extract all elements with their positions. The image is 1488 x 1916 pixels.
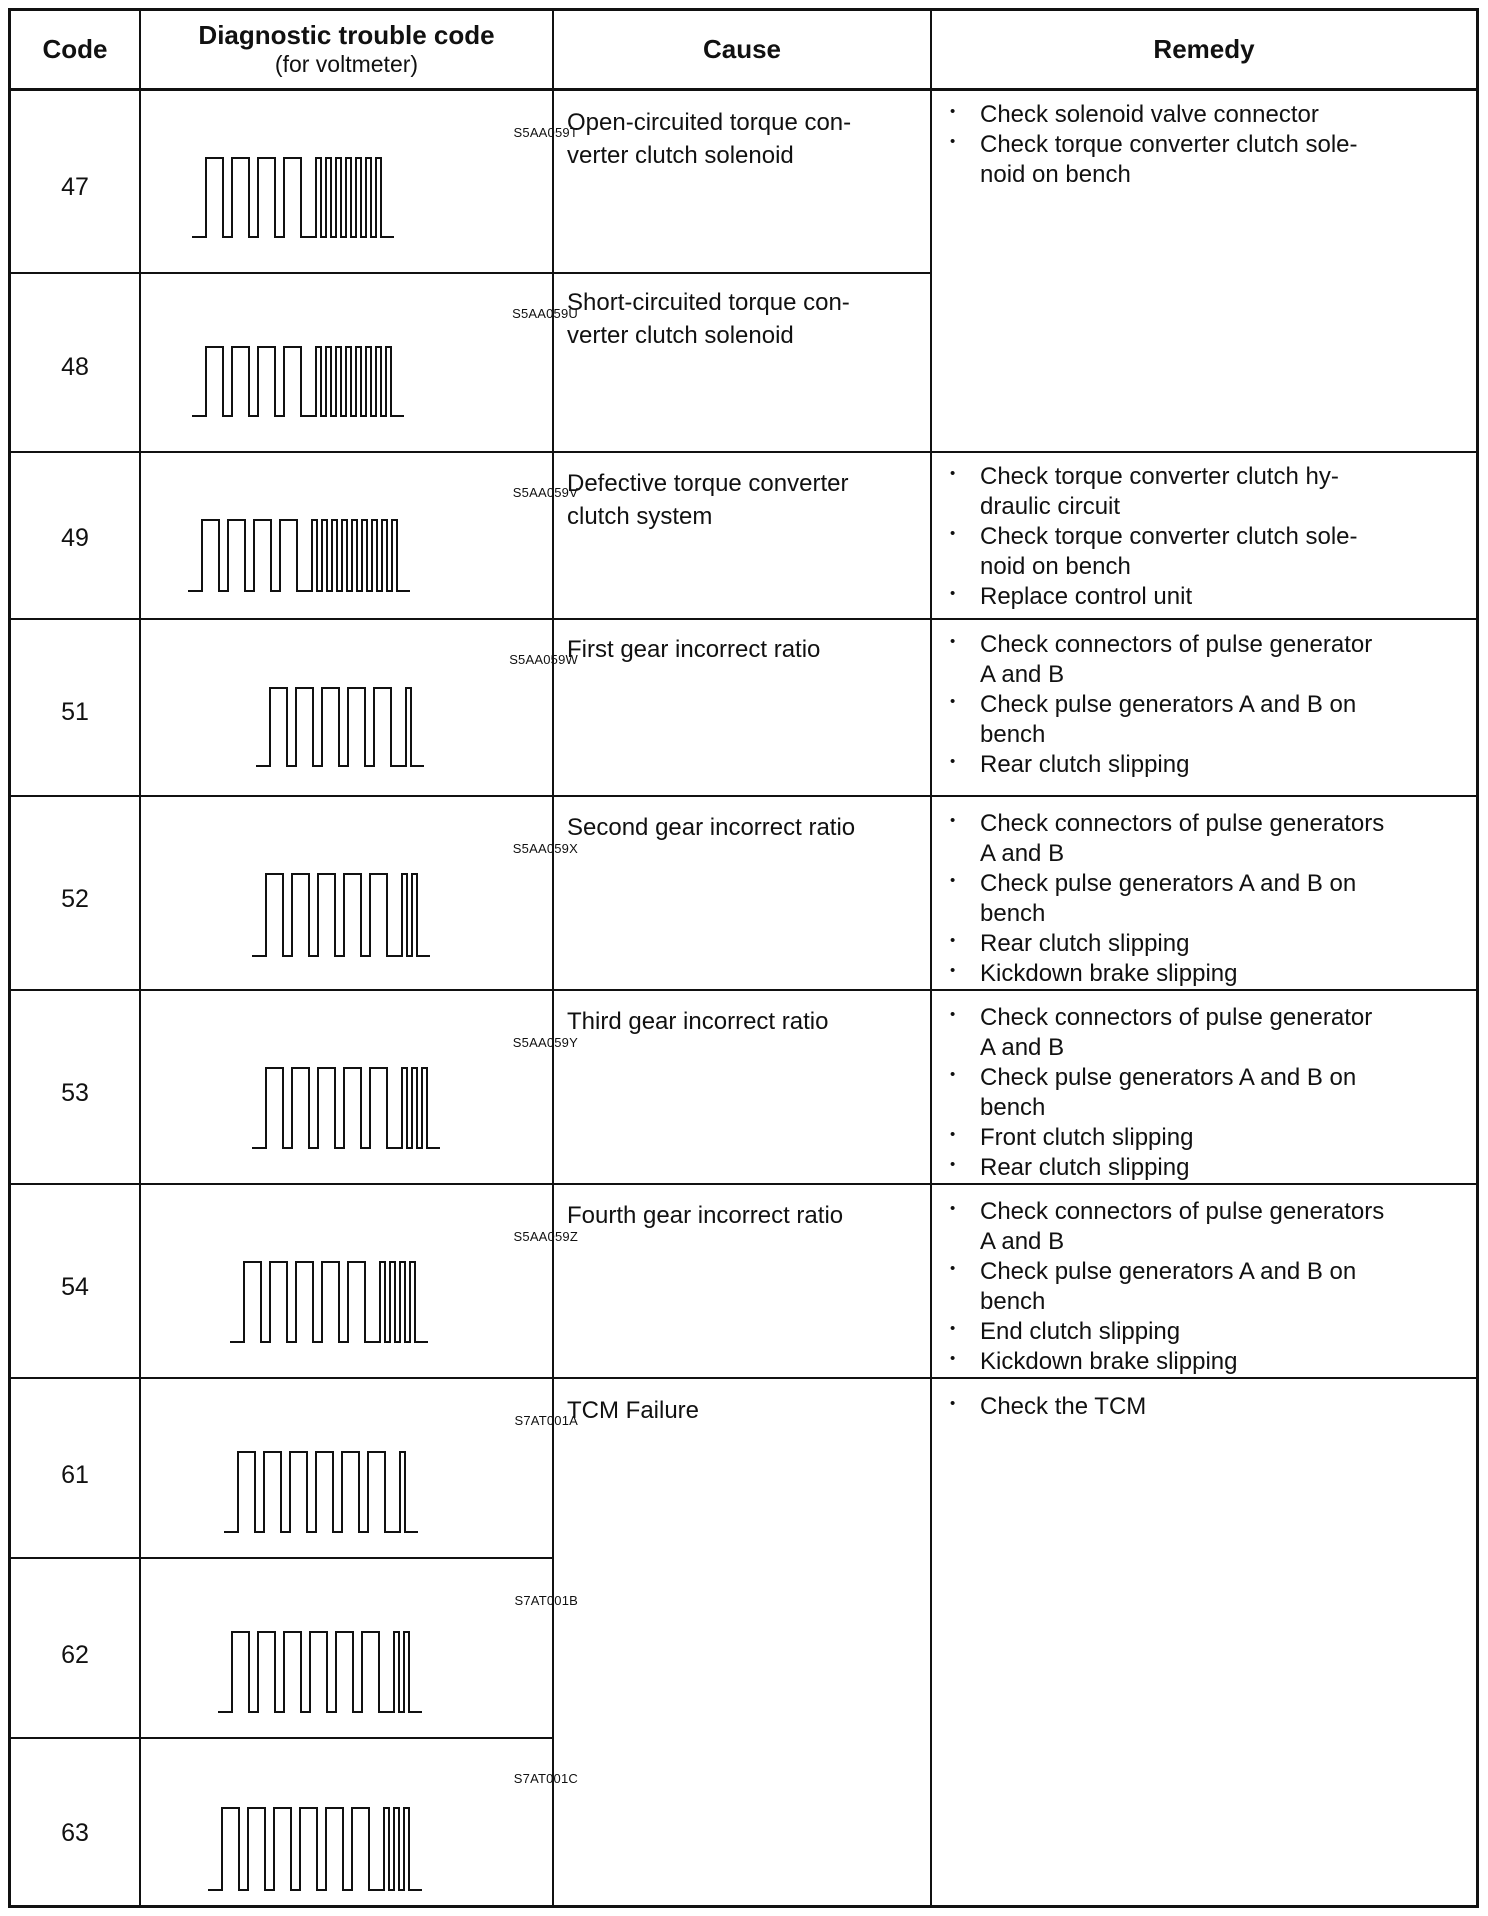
- code-number: 61: [61, 1461, 89, 1489]
- remedy-item: [946, 582, 1472, 612]
- cause-text: Short-circuited torque con- verter clutch solenoid: [567, 289, 850, 349]
- bullet-icon: •: [950, 1395, 956, 1412]
- bullet-icon: •: [950, 872, 956, 889]
- bullet-icon: •: [950, 1066, 956, 1083]
- remedy-text: Check connectors of pulse generators A and B: [980, 1198, 1385, 1255]
- remedy-list: [946, 809, 1472, 989]
- code-number: 49: [61, 524, 89, 552]
- figure-reference-label: S7AT001C: [513, 1771, 578, 1786]
- header-diagnostic-code-title: Diagnostic trouble code: [198, 20, 495, 51]
- remedy-item: [946, 750, 1472, 780]
- cause-text: Defective torque converter clutch system: [567, 470, 849, 530]
- remedy-item: [946, 1153, 1472, 1183]
- remedy-list: [946, 630, 1472, 780]
- remedy-list: [946, 1197, 1472, 1377]
- remedy-text: Front clutch slipping: [980, 1124, 1194, 1151]
- remedy-text: Kickdown brake slipping: [980, 1348, 1238, 1375]
- remedy-item: [946, 1063, 1472, 1123]
- remedy-item: [946, 809, 1472, 869]
- remedy-list: [946, 1392, 1472, 1422]
- code-number: 53: [61, 1079, 89, 1107]
- bullet-icon: •: [950, 693, 956, 710]
- bullet-icon: •: [950, 1320, 956, 1337]
- remedy-item: [946, 1392, 1472, 1422]
- remedy-item: [946, 929, 1472, 959]
- header-code-label: Code: [42, 33, 108, 64]
- remedy-item: [946, 1257, 1472, 1317]
- remedy-item: [946, 1347, 1472, 1377]
- figure-reference-label: S5AA059V: [512, 485, 578, 500]
- remedy-text: Check connectors of pulse generators A and B: [980, 810, 1385, 867]
- code-number: 47: [61, 173, 89, 201]
- remedy-item: [946, 1123, 1472, 1153]
- figure-reference-label: S5AA059X: [512, 841, 578, 856]
- figure-reference-label: S7AT001A: [514, 1413, 578, 1428]
- code-number: 54: [61, 1273, 89, 1301]
- bullet-icon: •: [950, 103, 956, 120]
- cause-text: First gear incorrect ratio: [567, 636, 821, 663]
- header-cause-label: Cause: [702, 33, 782, 64]
- code-number: 62: [61, 1641, 89, 1669]
- remedy-text: Check pulse generators A and B on bench: [980, 691, 1357, 748]
- figure-reference-label: S5AA059W: [509, 652, 578, 667]
- cause-text: Second gear incorrect ratio: [567, 814, 856, 841]
- remedy-item: [946, 959, 1472, 989]
- code-number: 63: [61, 1819, 89, 1847]
- header-diagnostic-code-subtitle: (for voltmeter): [274, 51, 419, 78]
- remedy-item: [946, 522, 1472, 582]
- remedy-item: [946, 690, 1472, 750]
- bullet-icon: •: [950, 932, 956, 949]
- bullet-icon: •: [950, 962, 956, 979]
- code-number: 48: [61, 353, 89, 381]
- remedy-list: [946, 100, 1472, 190]
- figure-reference-label: S5AA059Y: [512, 1035, 578, 1050]
- remedy-item: [946, 1003, 1472, 1063]
- bullet-icon: •: [950, 812, 956, 829]
- cause-text: Open-circuited torque con- verter clutch solenoid: [567, 109, 852, 169]
- remedy-text: Rear clutch slipping: [980, 751, 1190, 778]
- bullet-icon: •: [950, 525, 956, 542]
- remedy-text: Check pulse generators A and B on bench: [980, 1258, 1357, 1315]
- remedy-text: Check torque converter clutch hy- draulic circuit: [980, 463, 1339, 520]
- remedy-list: [946, 1003, 1472, 1183]
- remedy-item: [946, 869, 1472, 929]
- remedy-list: [946, 462, 1472, 612]
- remedy-text: Rear clutch slipping: [980, 930, 1190, 957]
- remedy-text: Replace control unit: [980, 583, 1193, 610]
- figure-reference-label: S5AA059Z: [513, 1229, 578, 1244]
- bullet-icon: •: [950, 465, 956, 482]
- bullet-icon: •: [950, 133, 956, 150]
- bullet-icon: •: [950, 1006, 956, 1023]
- code-number: 52: [61, 885, 89, 913]
- figure-reference-label: S5AA059U: [512, 306, 578, 321]
- bullet-icon: •: [950, 753, 956, 770]
- remedy-text: Check the TCM: [980, 1393, 1147, 1420]
- cause-text: Fourth gear incorrect ratio: [567, 1202, 844, 1229]
- remedy-item: [946, 130, 1472, 190]
- remedy-text: Kickdown brake slipping: [980, 960, 1238, 987]
- bullet-icon: •: [950, 1200, 956, 1217]
- figure-reference-label: S5AA059T: [513, 125, 578, 140]
- remedy-text: Check solenoid valve connector: [980, 101, 1319, 128]
- remedy-text: Check pulse generators A and B on bench: [980, 1064, 1357, 1121]
- remedy-item: [946, 100, 1472, 130]
- code-number: 51: [61, 698, 89, 726]
- remedy-item: [946, 462, 1472, 522]
- bullet-icon: •: [950, 1156, 956, 1173]
- remedy-text: Check torque converter clutch sole- noid on bench: [980, 523, 1358, 580]
- header-remedy-label: Remedy: [1153, 33, 1255, 64]
- bullet-icon: •: [950, 1126, 956, 1143]
- cause-text: Third gear incorrect ratio: [567, 1008, 829, 1035]
- remedy-text: Check connectors of pulse generator A and B: [980, 631, 1373, 688]
- remedy-item: [946, 630, 1472, 690]
- remedy-item: [946, 1197, 1472, 1257]
- cause-text: TCM Failure: [567, 1397, 700, 1424]
- bullet-icon: •: [950, 633, 956, 650]
- bullet-icon: •: [950, 1260, 956, 1277]
- remedy-item: [946, 1317, 1472, 1347]
- pulse-waveform-line: [208, 1808, 422, 1890]
- figure-reference-label: S7AT001B: [514, 1593, 578, 1608]
- bullet-icon: •: [950, 585, 956, 602]
- remedy-text: End clutch slipping: [980, 1318, 1181, 1345]
- remedy-text: Check torque converter clutch sole- noid on bench: [980, 131, 1358, 188]
- bullet-icon: •: [950, 1350, 956, 1367]
- remedy-text: Check pulse generators A and B on bench: [980, 870, 1357, 927]
- remedy-text: Check connectors of pulse generator A and B: [980, 1004, 1373, 1061]
- remedy-text: Rear clutch slipping: [980, 1154, 1190, 1181]
